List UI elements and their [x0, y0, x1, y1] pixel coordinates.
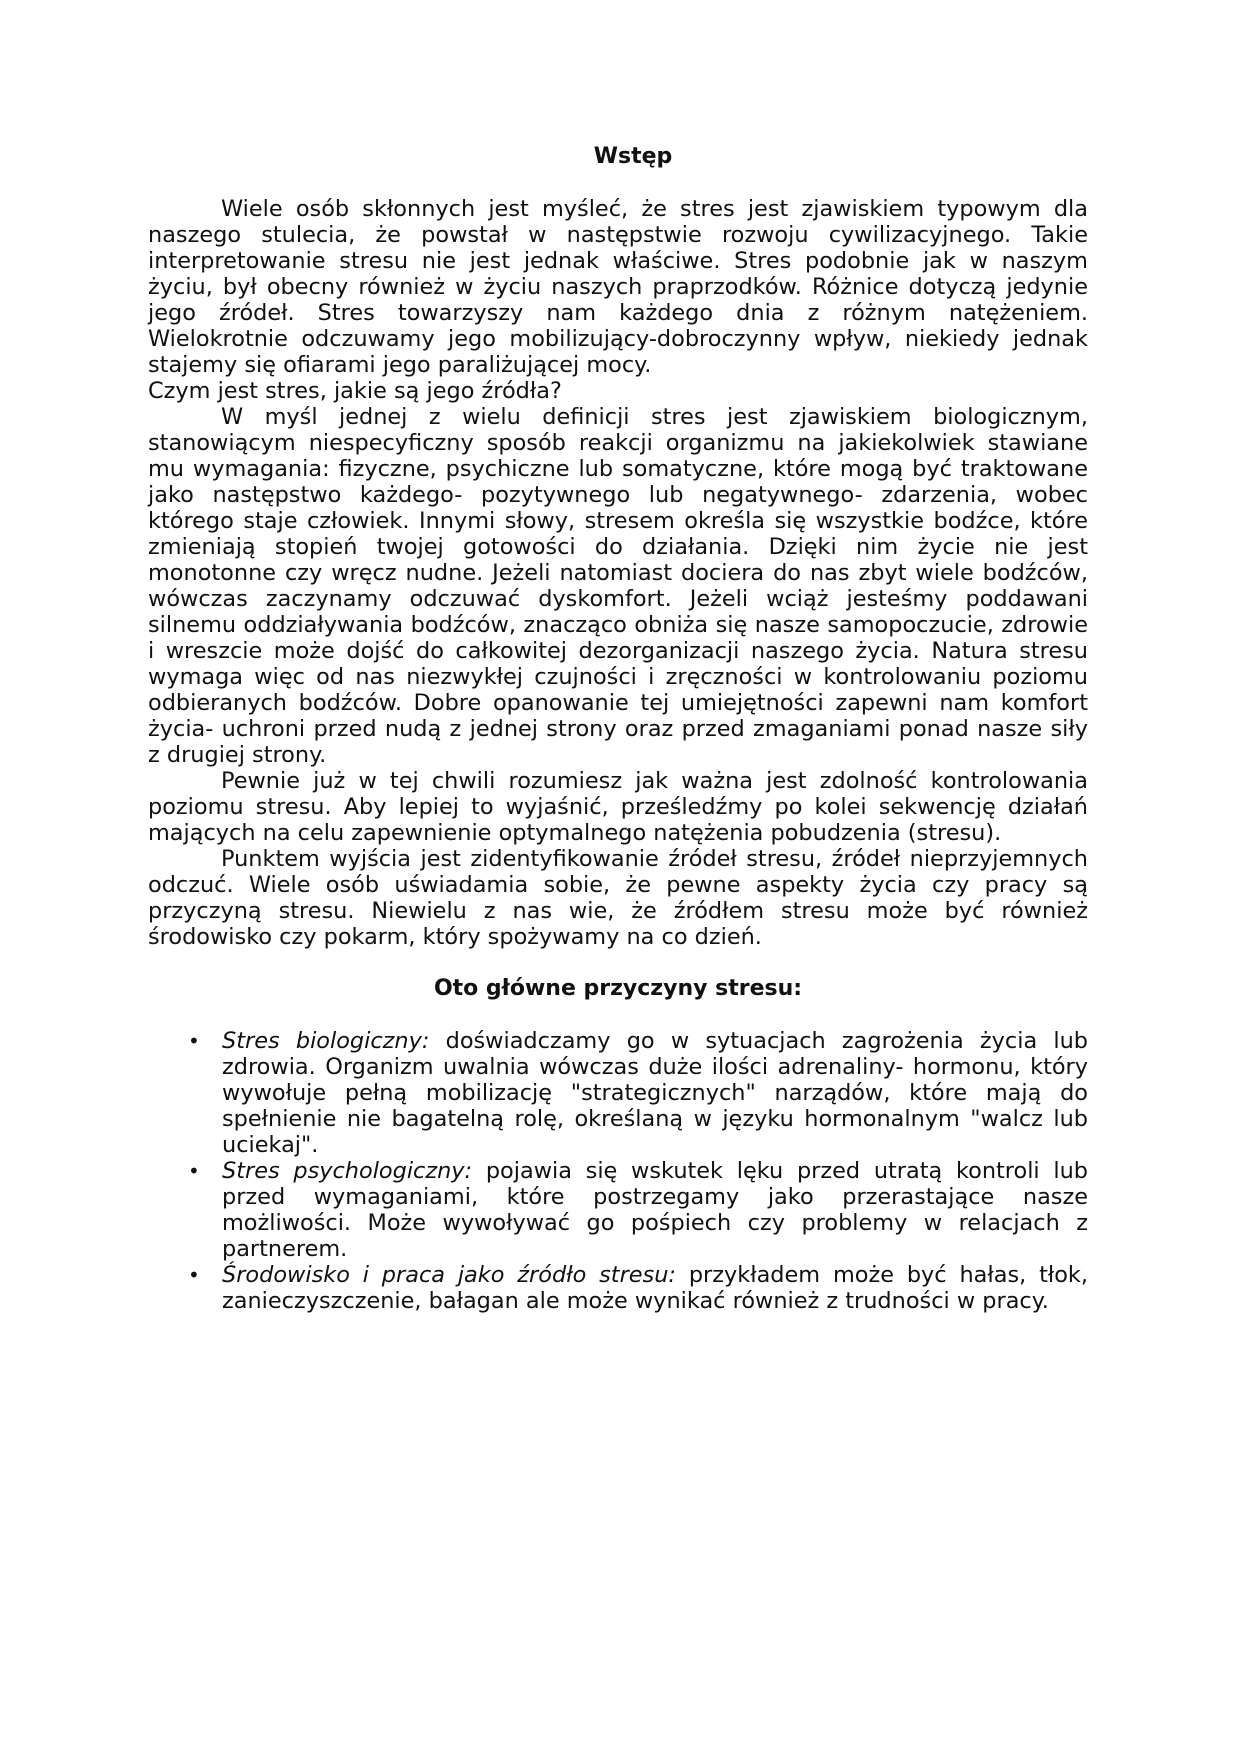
document-title: Wstęp — [593, 144, 673, 169]
cause-term: Stres psychologiczny: — [222, 1158, 473, 1184]
cause-description: pojawia się wskutek lęku przed utratą kontroli lub przed wymaganiami, które postrzegamy jako przerastające nasze możliwości. Może wywoływać go pośpiech czy problemy w relacjach z partnerem. — [222, 1158, 1088, 1262]
bullet-icon: • — [188, 1159, 200, 1183]
cause-description: przykładem może być hałas, tłok, zanieczyszczenie, bałagan ale może wynikać również z trudności w pracy. — [222, 1262, 1088, 1314]
list-item — [148, 1158, 1088, 1262]
section-heading-causes: Oto główne przyczyny stresu: — [433, 976, 803, 1001]
list-item — [148, 1028, 1088, 1158]
causes-list — [148, 1028, 1088, 1314]
cause-term: Środowisko i praca jako źródło stresu: — [222, 1262, 676, 1288]
cause-description: doświadczamy go w sytuacjach zagrożenia życia lub zdrowia. Organizm uwalnia wówczas duże ilości adrenaliny- hormonu, który wywołuje pełną mobilizację "strategicznych" narządów, które mają do spełnienie nie bagatelną rolę, określaną w języku hormonalnym "walcz lub uciekaj". — [222, 1028, 1088, 1158]
paragraph-intro: Wiele osób skłonnych jest myśleć, że stres jest zjawiskiem typowym dla naszego stulecia, że powstał w następstwie rozwoju cywilizacyjnego. Takie interpretowanie stresu nie jest jednak właściwe. Stres podobnie jak w naszym życiu, był obecny również w życiu naszych praprzodków. Różnice dotyczą jedynie jego źródeł. Stres towarzyszy nam każdego dnia z różnym natężeniem. Wielokrotnie odczuwamy jego mobilizujący-dobroczynny wpływ, niekiedy jednak stajemy się ofiarami jego paraliżującej mocy. — [148, 196, 1088, 378]
paragraph-sources: Punktem wyjścia jest zidentyfikowanie źródeł stresu, źródeł nieprzyjemnych odczuć. Wiele osób uświadamia sobie, że pewne aspekty życia czy pracy są przyczyną stresu. Niewielu z nas wie, że źródłem stresu może być również środowisko czy pokarm, który spożywamy na co dzień. — [148, 846, 1088, 950]
document-body — [148, 144, 1088, 1314]
list-item — [148, 1262, 1088, 1314]
paragraph-question: Czym jest stres, jakie są jego źródła? — [148, 378, 562, 404]
paragraph-definition: W myśl jednej z wielu definicji stres jest zjawiskiem biologicznym, stanowiącym niespecyficzny sposób reakcji organizmu na jakiekolwiek stawiane mu wymagania: fizyczne, psychiczne lub somatyczne, które mogą być traktowane jako następstwo każdego- pozytywnego lub negatywnego- zdarzenia, wobec którego staje człowiek. Innymi słowy, stresem określa się wszystkie bodźce, które zmieniają stopień twojej gotowości do działania. Dzięki nim życie nie jest monotonne czy wręcz nudne. Jeżeli natomiast dociera do nas zbyt wiele bodźców, wówczas zaczynamy odczuwać dyskomfort. Jeżeli wciąż jesteśmy poddawani silnemu oddziaływania bodźców, znacząco obniża się nasze samopoczucie, zdrowie i wreszcie może dojść do całkowitej dezorganizacji naszego życia. Natura stresu wymaga więc od nas niezwykłej czujności i zręczności w kontrolowaniu poziomu odbieranych bodźców. Dobre opanowanie tej umiejętności zapewni nam komfort życia- uchroni przed nudą z jednej strony oraz przed zmaganiami ponad nasze siły z drugiej strony. — [148, 404, 1088, 768]
bullet-icon: • — [188, 1029, 200, 1053]
bullet-icon: • — [188, 1263, 200, 1287]
paragraph-control: Pewnie już w tej chwili rozumiesz jak ważna jest zdolność kontrolowania poziomu stresu. Aby lepiej to wyjaśnić, prześledźmy po kolei sekwencję działań mających na celu zapewnienie optymalnego natężenia pobudzenia (stresu). — [148, 768, 1088, 846]
cause-term: Stres biologiczny: — [222, 1028, 430, 1054]
